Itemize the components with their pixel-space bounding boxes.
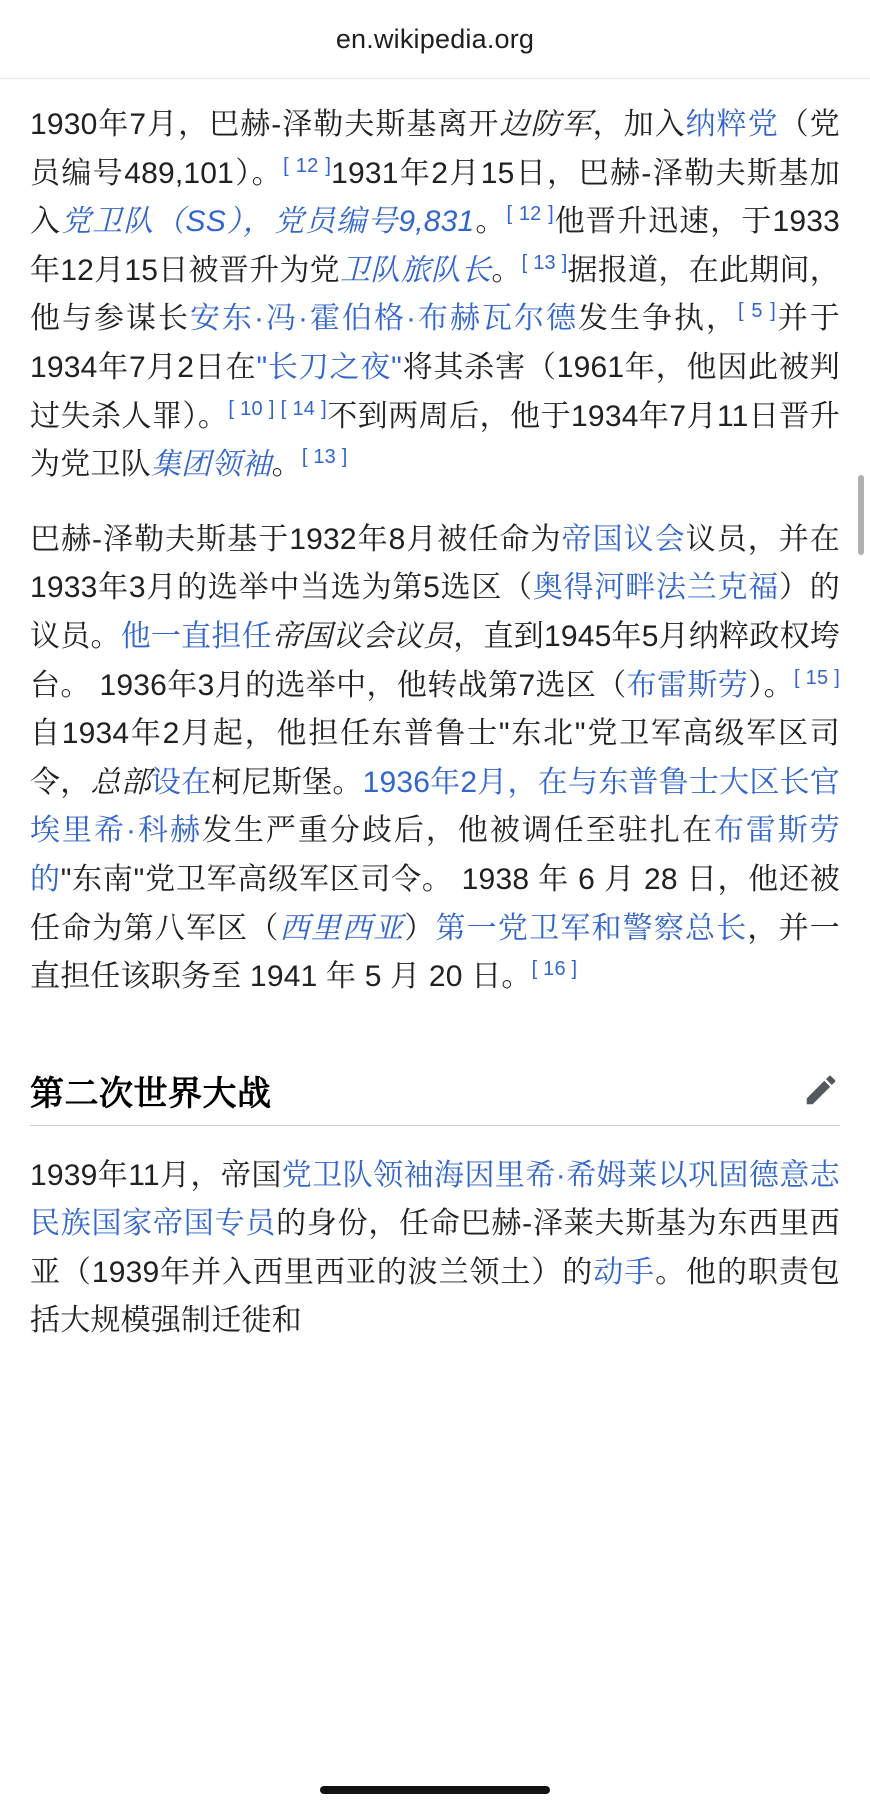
home-indicator [320, 1786, 550, 1794]
article-content [0, 101, 870, 1346]
section-title: 第二次世界大战 [30, 1074, 272, 1113]
inline-link[interactable]: 1936年2月，在与东普鲁士大区长官 [362, 765, 841, 799]
text-run: 。 [474, 205, 507, 239]
text-run: "东南"党卫军高级军区司令。 1938 年 6 月 28 日，他还被任命为第八军区（ [30, 862, 841, 945]
inline-link[interactable]: 他一直担任 [120, 619, 272, 653]
text-run: 1931年2月15日，巴赫-泽勒夫斯基加入 [30, 156, 840, 239]
inline-link[interactable]: 纳粹党 [685, 108, 779, 141]
scrollbar-thumb[interactable] [858, 475, 864, 555]
inline-link[interactable]: 西里西亚 [279, 911, 405, 945]
paragraph-3 [30, 1152, 840, 1346]
text-run: ，并一直担任该职务至 1941 年 5 月 20 日。 [30, 911, 840, 994]
inline-link[interactable]: 党卫队（SS），党员编号9,831 [61, 205, 475, 239]
inline-link[interactable]: 第一党卫军和警察总长 [435, 911, 748, 945]
text-run: 据报道，在此期间，他与参谋长 [30, 253, 840, 336]
text-run: 边防军 [499, 108, 593, 141]
text-run: 1939年11月，帝国 [30, 1158, 282, 1192]
browser-address-bar[interactable] [0, 0, 870, 79]
text-run: ，直到1945年5月纳粹政权垮台。 1936年3月的选举中，他转战第7选区（ [30, 619, 841, 702]
text-run: 发生争执， [578, 302, 739, 336]
url-text: en.wikipedia.org [335, 23, 535, 54]
text-run: 帝国议会议员 [271, 619, 454, 653]
text-run: 将其杀害（1961年，他因此被判过失杀人罪）。 [30, 350, 840, 433]
pencil-icon[interactable] [802, 1071, 840, 1109]
reference-link[interactable]: [ 10 ] [ 14 ] [228, 397, 327, 420]
text-run: ）的议员。 [30, 571, 840, 653]
paragraph-2 [30, 516, 840, 1002]
reference-link[interactable]: [ 13 ] [521, 251, 568, 274]
section-header [30, 1066, 840, 1126]
text-run: 并于1934年7月2日在 [30, 302, 841, 384]
text-run: ）。 [748, 668, 794, 702]
text-run: 。 [271, 448, 302, 482]
inline-link[interactable]: 布雷斯劳 [626, 668, 749, 702]
paragraph-1 [30, 101, 840, 490]
reference-link[interactable]: [ 15 ] [793, 666, 840, 689]
reference-link[interactable]: [ 12 ] [506, 203, 554, 226]
reference-link[interactable]: [ 16 ] [531, 958, 578, 981]
inline-link[interactable]: 帝国议会 [561, 522, 686, 556]
text-run: 发生严重分歧后，他被调任至驻扎在 [201, 814, 714, 848]
inline-link[interactable]: 设在 [150, 765, 212, 799]
inline-link[interactable]: "长刀之夜" [256, 350, 403, 384]
text-run: 。 [491, 253, 522, 287]
text-run: 的身份，任命巴赫-泽莱夫斯基为东西里西亚（1939年并入西里西亚的波 [30, 1207, 840, 1289]
text-run: 不到两周后，他于1934年7月11日晋升为党卫队 [30, 399, 840, 482]
reference-link[interactable]: [ 13 ] [301, 446, 348, 469]
text-run: ） [404, 911, 436, 945]
text-run: 议员，并在1933年3月的选举中当选为第5选区（ [30, 522, 840, 605]
inline-link[interactable]: 集团领袖 [150, 448, 272, 482]
inline-link[interactable]: 安东·冯·霍伯格·布赫瓦尔德 [190, 302, 579, 336]
text-run: 。他的职责包括大规模强制迁徙和 [30, 1255, 841, 1338]
inline-link[interactable]: 埃里希·科赫 [30, 814, 202, 848]
inline-link[interactable]: 动手 [593, 1255, 656, 1289]
reference-link[interactable]: [ 5 ] [738, 300, 776, 323]
text-run: 总部 [90, 765, 151, 799]
text-run: 兰领土）的 [438, 1255, 594, 1289]
text-run: 自1934年2月起，他担任东普鲁士"东北"党卫军高级军区司令， [30, 717, 840, 799]
text-run: 1930年7月，巴赫-泽勒夫斯基离开 [30, 108, 500, 141]
inline-link[interactable]: 奥得河畔法兰克福 [532, 571, 780, 605]
text-run: 柯尼斯堡。 [211, 765, 363, 799]
inline-link[interactable]: 党卫队领袖海因里希·希姆莱以巩固德意志民族国家帝国专员 [30, 1158, 840, 1241]
inline-link[interactable]: 布雷斯劳的 [30, 814, 840, 896]
text-run: （党员编号489,101）。 [30, 108, 840, 190]
reference-link[interactable]: [ 12 ] [283, 154, 332, 177]
text-run: 巴赫-泽勒夫斯基于1932年8月被任命为 [30, 522, 562, 556]
text-run: 他晋升迅速，于1933年12月15日被晋升为党 [30, 205, 840, 287]
text-run: ，加入 [592, 108, 686, 141]
inline-link[interactable]: 卫队旅队长 [339, 253, 492, 287]
